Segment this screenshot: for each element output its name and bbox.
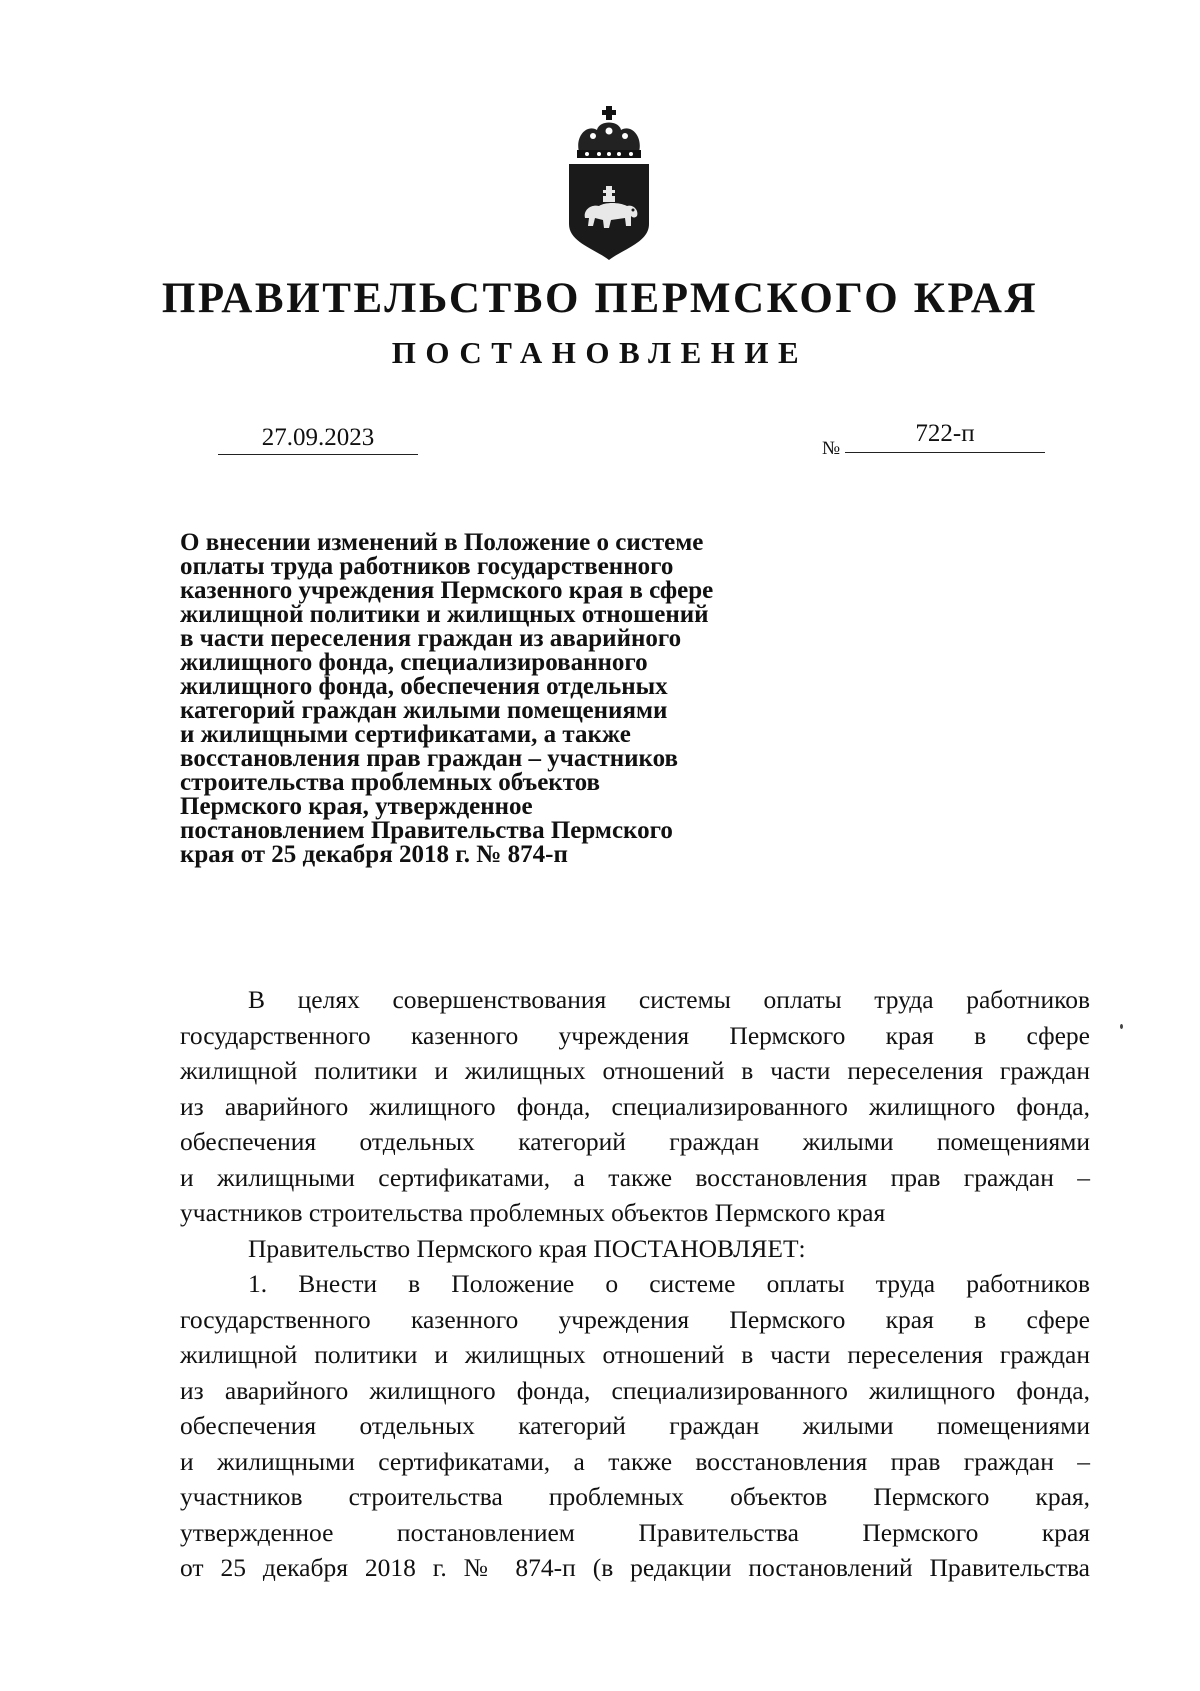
body-line: жилищной политики и жилищных отношений в части переселения граждан	[180, 1056, 1090, 1085]
body-line: государственного казенного учреждения Пермского края в сфере	[180, 1304, 1090, 1334]
body-line: участников строительства проблемных объектов Пермского края,	[180, 1482, 1090, 1511]
number-label: №	[822, 438, 841, 459]
body-line: из аварийного жилищного фонда, специализированного жилищного фонда,	[180, 1091, 1090, 1121]
subject-line: постановлением Правительства Пермского	[180, 817, 673, 844]
document-number: 722-п	[845, 420, 1045, 453]
subject-line: казенного учреждения Пермского края в сфере	[180, 577, 714, 604]
subject-line: в части переселения граждан из аварийного	[180, 625, 682, 652]
document-subject	[180, 531, 800, 867]
body-line: и жилищными сертификатами, а также восстановления прав граждан –	[180, 1446, 1090, 1476]
subject-line: Пермского края, утвержденное	[180, 793, 533, 820]
body-line: участников строительства проблемных объектов Пермского края	[180, 1198, 886, 1227]
subject-line: строительства проблемных объектов	[180, 769, 601, 796]
body-line: обеспечения отдельных категорий граждан жилыми помещениями	[180, 1411, 1090, 1440]
document-type: ПОСТАНОВЛЕНИЕ	[391, 335, 809, 370]
body-line: В целях совершенствования системы оплаты труда работников	[248, 985, 1090, 1014]
scan-speck	[1120, 1024, 1123, 1029]
subject-line: жилищной политики и жилищных отношений	[180, 601, 709, 628]
document-body	[180, 982, 1090, 1586]
resolution-paragraph	[180, 1231, 1090, 1267]
preamble-paragraph	[180, 982, 1090, 1231]
subject-line: категорий граждан жилыми помещениями	[180, 697, 668, 724]
subject-line: О внесении изменений в Положение о системе	[180, 529, 704, 556]
item-1-paragraph	[180, 1266, 1090, 1586]
body-line: и жилищными сертификатами, а также восстановления прав граждан –	[180, 1162, 1090, 1192]
coat-of-arms-icon	[565, 106, 653, 260]
body-line: из аварийного жилищного фонда, специализированного жилищного фонда,	[180, 1375, 1090, 1405]
subject-line: и жилищными сертификатами, а также	[180, 721, 631, 748]
subject-line: оплаты труда работников государственного	[180, 553, 674, 580]
subject-line: жилищного фонда, специализированного	[180, 649, 648, 676]
subject-line: жилищного фонда, обеспечения отдельных	[180, 673, 668, 700]
body-line: обеспечения отдельных категорий граждан жилыми помещениями	[180, 1127, 1090, 1156]
body-line: жилищной политики и жилищных отношений в части переселения граждан	[180, 1340, 1090, 1369]
body-line: от 25 декабря 2018 г. № 874-п (в редакции постановлений Правительства	[180, 1553, 1090, 1582]
document-date: 27.09.2023	[218, 424, 418, 455]
body-line: Правительство Пермского края ПОСТАНОВЛЯЕТ:	[248, 1233, 806, 1263]
subject-line: восстановления прав граждан – участников	[180, 745, 678, 772]
body-line: утвержденное постановлением Правительства Пермского края	[180, 1517, 1090, 1547]
body-line: 1. Внести в Положение о системе оплаты труда работников	[248, 1269, 1090, 1298]
subject-line: края от 25 декабря 2018 г. № 874-п	[180, 841, 568, 868]
body-line: государственного казенного учреждения Пермского края в сфере	[180, 1020, 1090, 1050]
government-title: ПРАВИТЕЛЬСТВО ПЕРМСКОГО КРАЯ	[161, 275, 1039, 322]
